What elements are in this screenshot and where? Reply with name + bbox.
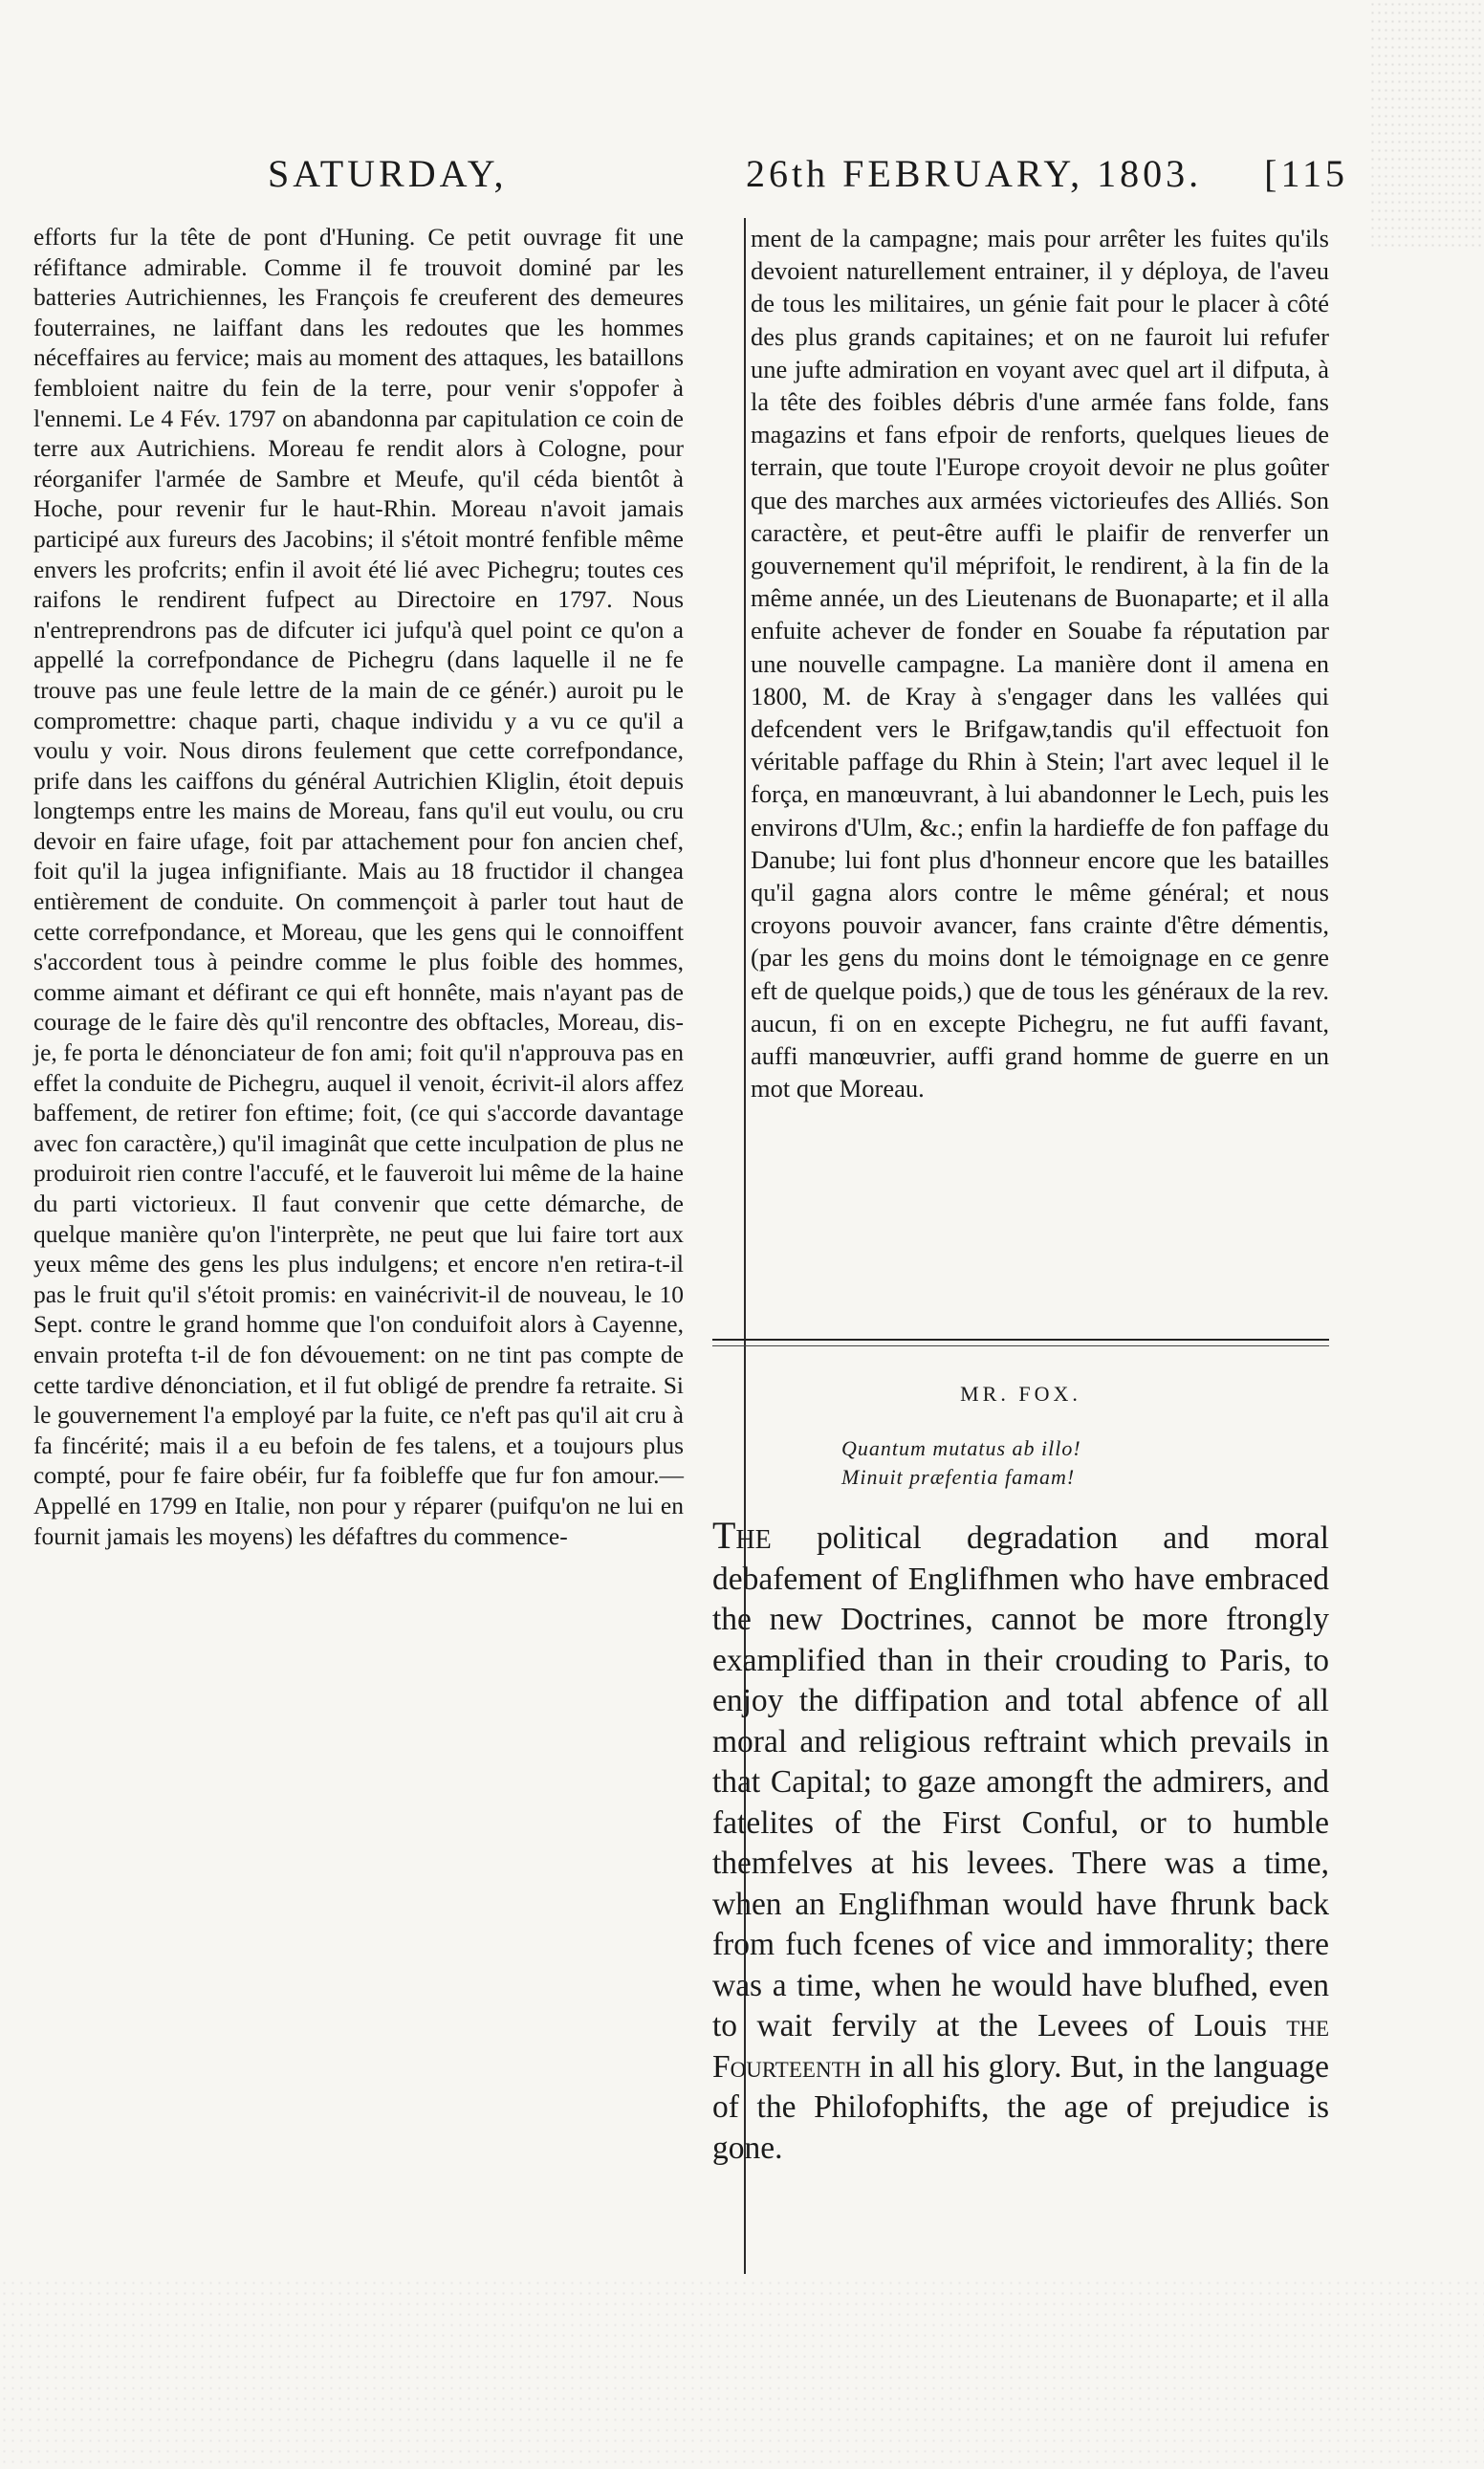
fox-article-paragraph (712, 1516, 1329, 2169)
left-column-text: efforts fur la tête de pont d'Huning. Ce petit ouvrage fit une réfiftance admirable. Comme il fe trouvoit dominé par les batteries Autrichiennes, les François fe creuferent des demeures fouterraines, ne laiffant dans les redoutes que les hommes néceffaires au fervice; mais au moment des attaques, les bataillons fembloient naitre du fein de la terre, pour venir s'oppofer à l'ennemi. Le 4 Fév. 1797 on abandonna par capitulation ce coin de terre aux Autrichiens. Moreau fe rendit alors à Cologne, pour réorganifer l'armée de Sambre et Meufe, qu'il céda bientôt à Hoche, pour revenir fur le haut-Rhin. Moreau n'avoit jamais participé aux fureurs des Jacobins; il s'étoit montré fenfible même envers les profcrits; enfin il avoit été lié avec Pichegru; toutes ces raifons le rendirent fufpect au Directoire en 1797. Nous n'entreprendrons pas de difcuter ici jufqu'à quel point ce qu'on a appellé la correfpondance de Pichegru (dans laquelle il ne fe trouve pas une feule lettre de la main de ce génér.) auroit pu le compromettre: chaque parti, chaque individu y a vu ce qu'il a voulu y voir. Nous dirons feulement que cette correfpondance, prife dans les caiffons du général Autrichien Kliglin, étoit depuis longtemps entre les mains de Moreau, fans qu'il eut voulu, ou cru devoir en faire ufage, foit par attachement pour fon ancien chef, foit qu'il la jugea infignifiante. Mais au 18 fructidor il changea entièrement de conduite. On commençoit à parler tout haut de cette correfpondance, et Moreau, que les gens qui le connoiffent s'accordent tous à peindre comme le plus foible des hommes, comme aimant et défirant ce qui eft honnête, mais n'ayant pas de courage de le faire dès qu'il rencontre des obftacles, Moreau, dis-je, fe porta le dénonciateur de fon ami; foit qu'il n'approuva pas en effet la conduite de Pichegru, auquel il venoit, écrivit-il alors affez baffement, de retirer fon eftime; foit, (ce qui s'accorde davantage avec fon caractère,) qu'il imaginât que cette inculpation de plus ne produiroit rien contre l'accufé, et le fauveroit lui même de la haine du parti victorieux. Il faut convenir que cette démarche, de quelque manière qu'on l'interprète, ne peut que lui faire tort aux yeux même des gens les plus indulgens; et encore n'en retira-t-il pas le fruit qu'il s'étoit promis: en vainécrivit-il de nouveau, le 10 Sept. contre le grand homme que l'on conduifoit alors à Cayenne, envain protefta t-il de fon dévouement: on ne tint pas compte de cette tardive dénonciation, et il fut obligé de prendre fa retraite. Si le gouvernement l'a employé par la fuite, ce n'eft pas qu'il ait cru à fa fincérité; mais il a eu befoin de fes talens, et a toujours plus compté, pour fe faire obéir, fur fa foibleffe que fur fon amour.—Appellé en 1799 en Italie, non pour y réparer (puifqu'on ne lui en fournit jamais les moyens) les défaftres du commence- (33, 223, 684, 1550)
article-separator-bottom (712, 1345, 1329, 1346)
right-column-french (751, 222, 1329, 1104)
article-text-part-2: in all his glory. But, in the language of the Philofophifts, the age of prejudice is gone. (712, 2048, 1329, 2166)
small-caps-phrase: the Fourteenth (712, 2008, 1329, 2085)
right-column-text: ment de la campagne; mais pour arrêter les fuites qu'ils devoient naturellement entrainer, il y déploya, de l'aveu de tous les militaires, un génie fait pour le placer à côté des plus grands capitaines; et on ne fauroit lui refufer une jufte admiration en voyant avec quel art il difputa, à la tête des foibles débris d'une armée fans folde, fans magazins et fans efpoir de renforts, quelques lieues de terrain, que toute l'Europe croyoit devoir ne plus goûter que des marches aux armées victorieufes des Alliés. Son caractère, et peut-être auffi le plaifir de renverfer un gouvernement qu'il méprifoit, le rendirent, à la fin de la même année, un des Lieutenans de Buonaparte; et il alla enfuite achever de fonder en Souabe fa réputation par une nouvelle campagne. La manière dont il amena en 1800, M. de Kray à s'engager dans les vallées qui defcendent vers le Brifgaw,tandis qu'il effectuoit fon véritable paffage du Rhin à Stein; l'art avec lequel il le força, en manœuvrant, à lui abandonner le Lech, puis les environs d'Ulm, &c.; enfin la hardieffe de fon paffage du Danube; lui font plus d'honneur encore que les batailles qu'il gagna alors contre le même général; et nous croyons pouvoir avancer, fans crainte d'être démentis, (par les gens du moins dont le témoignage en ce genre eft de quelque poids,) que de tous les généraux de la rev. aucun, fi on en excepte Pichegru, ne fut auffi favant, auffi manœuvrier, auffi grand homme de guerre en un mot que Moreau. (751, 224, 1329, 1103)
article-text-part-1: political degradation and moral debafement of Englifhmen who have embraced the new Doctrines, cannot be more ftrongly examplified than in their crouding to Paris, to enjoy the diffipation and total abfence of all moral and religious reftraint which prevails in that Capital; to gaze amongft the admirers, and fatelites of the First Conful, or to humble themfelves at his levees. There was a time, when an Englifhman would have fhrunk back from fuch fcenes of vice and immorality; there was a time, when he would have blufhed, even to wait fervily at the Levees of Louis (712, 1520, 1329, 2043)
left-column (33, 222, 684, 1551)
header-date: 26th FEBRUARY, 1803. (746, 152, 1203, 195)
paper-speckle-bottom (0, 2278, 1484, 2469)
epigraph-line-2: Minuit præfentia famam! (841, 1465, 1076, 1489)
page-number: [115 (1264, 152, 1348, 195)
paper-speckle-top-right (1369, 0, 1484, 249)
page-header (268, 143, 1348, 210)
header-day: SATURDAY, (268, 152, 508, 195)
lead-word: The (712, 1514, 772, 1557)
article-separator-top (712, 1339, 1329, 1341)
fox-article-body (712, 1516, 1329, 2169)
article-heading: MR. FOX. (960, 1382, 1081, 1406)
epigraph-line-1: Quantum mutatus ab illo! (841, 1436, 1081, 1460)
epigraph (841, 1434, 1243, 1492)
